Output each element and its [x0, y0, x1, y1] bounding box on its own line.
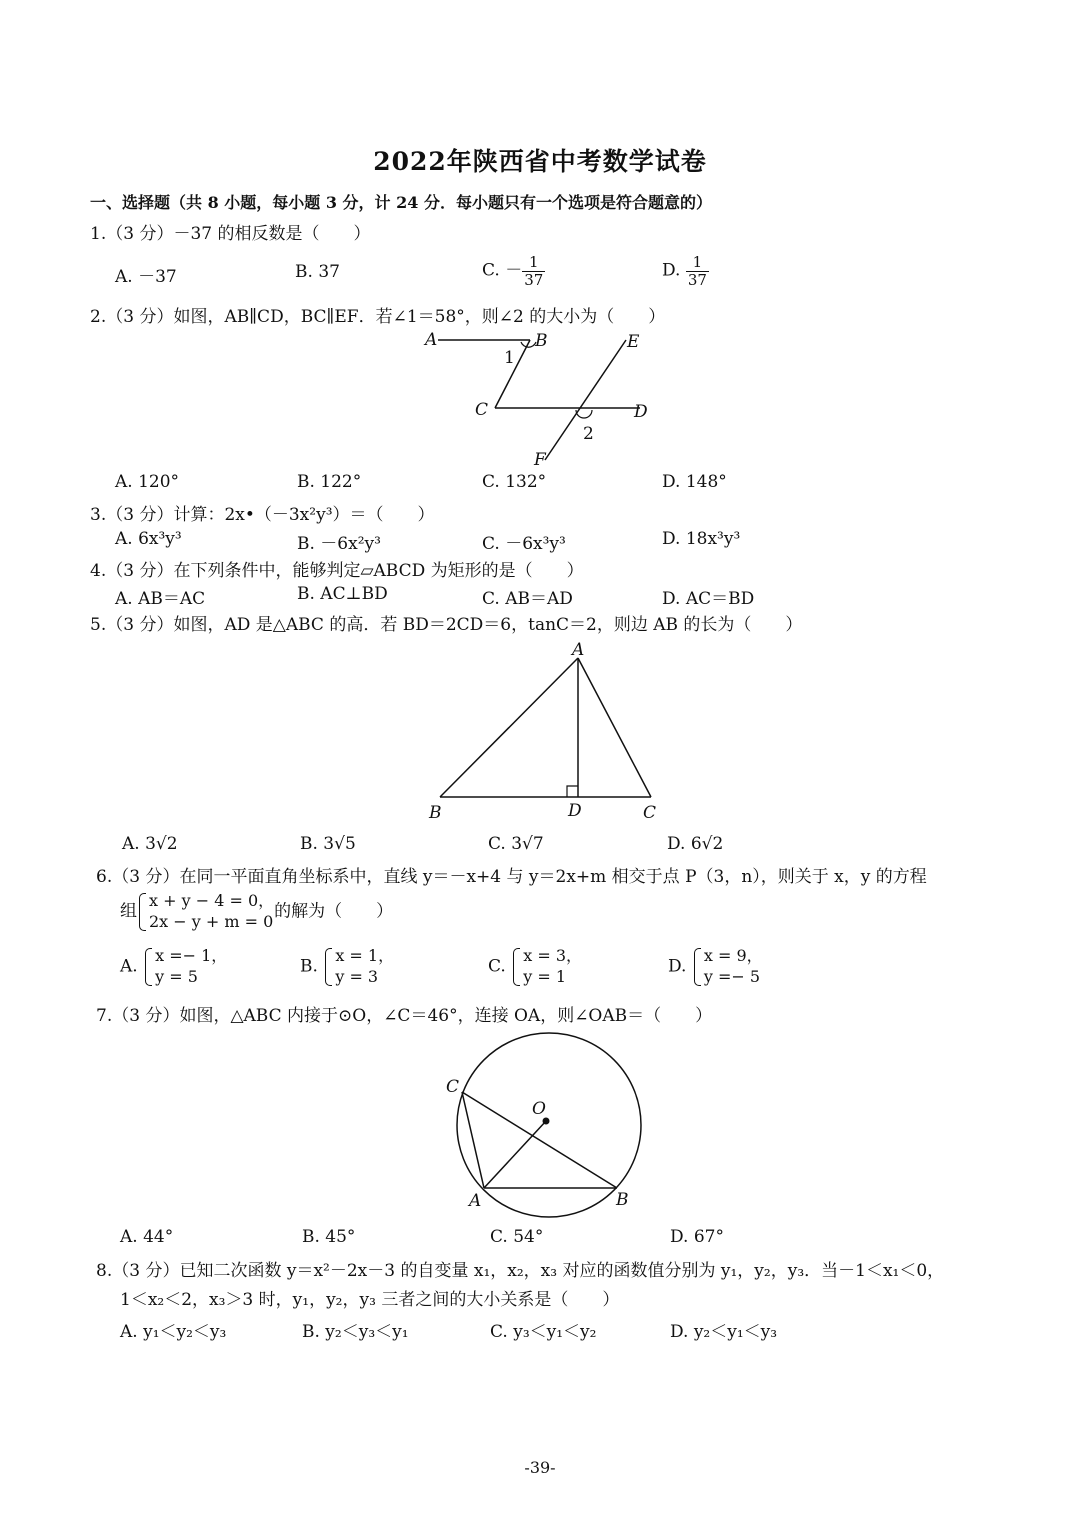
question-8-option-d: D. y₂＜y₁＜y₃	[670, 1322, 778, 1342]
equation-system: x = 3， y = 1	[511, 946, 582, 988]
equation-system: x = 9， y =− 5	[692, 946, 763, 988]
question-6-option-c: C. x = 3， y = 1	[488, 946, 583, 986]
question-2-option-c: C. 132°	[482, 472, 547, 492]
question-1-option-d: D. $\frac{1}{37}$	[662, 253, 707, 289]
question-4-option-b: B. AC⊥BD	[297, 584, 388, 604]
question-1-option-a: A. －37	[115, 267, 177, 287]
question-8-option-b: B. y₂＜y₃＜y₁	[302, 1322, 409, 1342]
fraction: $\frac{1}{37}$	[524, 253, 544, 289]
question-6-option-b: B. x = 1， y = 3	[300, 946, 395, 986]
question-3-option-b: B. －6x²y³	[297, 534, 381, 554]
equation-system: x = 1， y = 3	[323, 946, 394, 988]
label-d: D	[634, 402, 648, 422]
label-o: O	[532, 1099, 546, 1119]
question-1-stem: 1.（3 分）－37 的相反数是（ ）	[90, 224, 371, 244]
question-5-option-c: C. 3√7	[488, 834, 544, 854]
label-c: C	[475, 400, 489, 420]
page-title: 2022年陕西省中考数学试卷	[373, 147, 707, 176]
question-6-system-line: 组 x + y − 4 = 0， 2x − y + m = 0 的解为（ ）	[120, 891, 394, 931]
question-3-option-a: A. 6x³y³	[115, 529, 182, 549]
question-4-option-d: D. AC＝BD	[662, 589, 755, 609]
label-a: A	[572, 640, 585, 660]
question-1-option-c: C. － $\frac{1}{37}$	[482, 253, 544, 289]
question-5-option-b: B. 3√5	[300, 834, 356, 854]
circle-o	[457, 1033, 641, 1217]
question-2-stem: 2.（3 分）如图，AB∥CD，BC∥EF．若∠1＝58°，则∠2 的大小为（ ）	[90, 307, 666, 327]
label-c: C	[446, 1077, 460, 1097]
question-4-option-a: A. AB＝AC	[115, 589, 206, 609]
question-7-stem: 7.（3 分）如图，△ABC 内接于⊙O，∠C＝46°，连接 OA，则∠OAB＝（ ）	[96, 1006, 713, 1026]
question-3-stem: 3.（3 分）计算：2x•（－3x²y³）＝（ ）	[90, 505, 435, 525]
section-heading: 一、选择题（共 8 小题，每小题 3 分，计 24 分．每小题只有一个选项是符合题意的）	[90, 193, 712, 212]
question-8-option-a: A. y₁＜y₂＜y₃	[120, 1322, 227, 1342]
label-d: D	[568, 801, 582, 821]
label-angle-2: 2	[583, 424, 594, 444]
label-b: B	[429, 803, 442, 823]
question-8-stem: 8.（3 分）已知二次函数 y＝x²－2x－3 的自变量 x₁，x₂，x₃ 对应的函数值分别为 y₁，y₂，y₃．当－1＜x₁＜0，	[96, 1261, 945, 1281]
label-c: C	[643, 803, 657, 823]
question-8-stem-continued: 1＜x₂＜2，x₃＞3 时，y₁，y₂，y₃ 三者之间的大小关系是（ ）	[120, 1290, 620, 1310]
label-a: A	[469, 1191, 482, 1211]
line-ca	[462, 1092, 484, 1188]
line-oa	[484, 1121, 546, 1188]
question-7-option-b: B. 45°	[302, 1227, 356, 1247]
label-angle-1: 1	[504, 348, 515, 368]
question-7-option-c: C. 54°	[490, 1227, 544, 1247]
question-5-stem: 5.（3 分）如图，AD 是△ABC 的高．若 BD＝2CD＝6，tanC＝2，则边 AB 的长为（ ）	[90, 615, 803, 635]
label-f: F	[534, 450, 546, 470]
question-7-option-d: D. 67°	[670, 1227, 724, 1247]
label-b: B	[535, 331, 548, 351]
question-4-option-c: C. AB＝AD	[482, 589, 573, 609]
question-8-option-c: C. y₃＜y₁＜y₂	[490, 1322, 597, 1342]
question-7-option-a: A. 44°	[120, 1227, 174, 1247]
question-6-option-d: D. x = 9， y =− 5	[668, 946, 763, 986]
question-6-option-a: A. x =− 1， y = 5	[120, 946, 228, 986]
question-5-option-a: A. 3√2	[122, 834, 178, 854]
label-b: B	[616, 1190, 629, 1210]
question-4-stem: 4.（3 分）在下列条件中，能够判定▱ABCD 为矩形的是（ ）	[90, 561, 584, 581]
question-2-option-a: A. 120°	[115, 472, 180, 492]
question-3-option-d: D. 18x³y³	[662, 529, 741, 549]
question-5-option-d: D. 6√2	[667, 834, 724, 854]
question-3-option-c: C. －6x³y³	[482, 534, 566, 554]
label-a: A	[425, 330, 438, 350]
equation-system: x =− 1， y = 5	[143, 946, 227, 988]
page-number: -39-	[524, 1458, 556, 1477]
label-e: E	[627, 332, 640, 352]
question-2-option-b: B. 122°	[297, 472, 362, 492]
equation-system: x + y − 4 = 0， 2x − y + m = 0	[137, 891, 274, 933]
question-1-option-b: B. 37	[295, 262, 340, 282]
question-6-stem: 6.（3 分）在同一平面直角坐标系中，直线 y＝－x+4 与 y＝2x+m 相交于点 P（3，n），则关于 x，y 的方程	[96, 867, 927, 887]
fraction: $\frac{1}{37}$	[687, 253, 707, 289]
question-2-option-d: D. 148°	[662, 472, 727, 492]
